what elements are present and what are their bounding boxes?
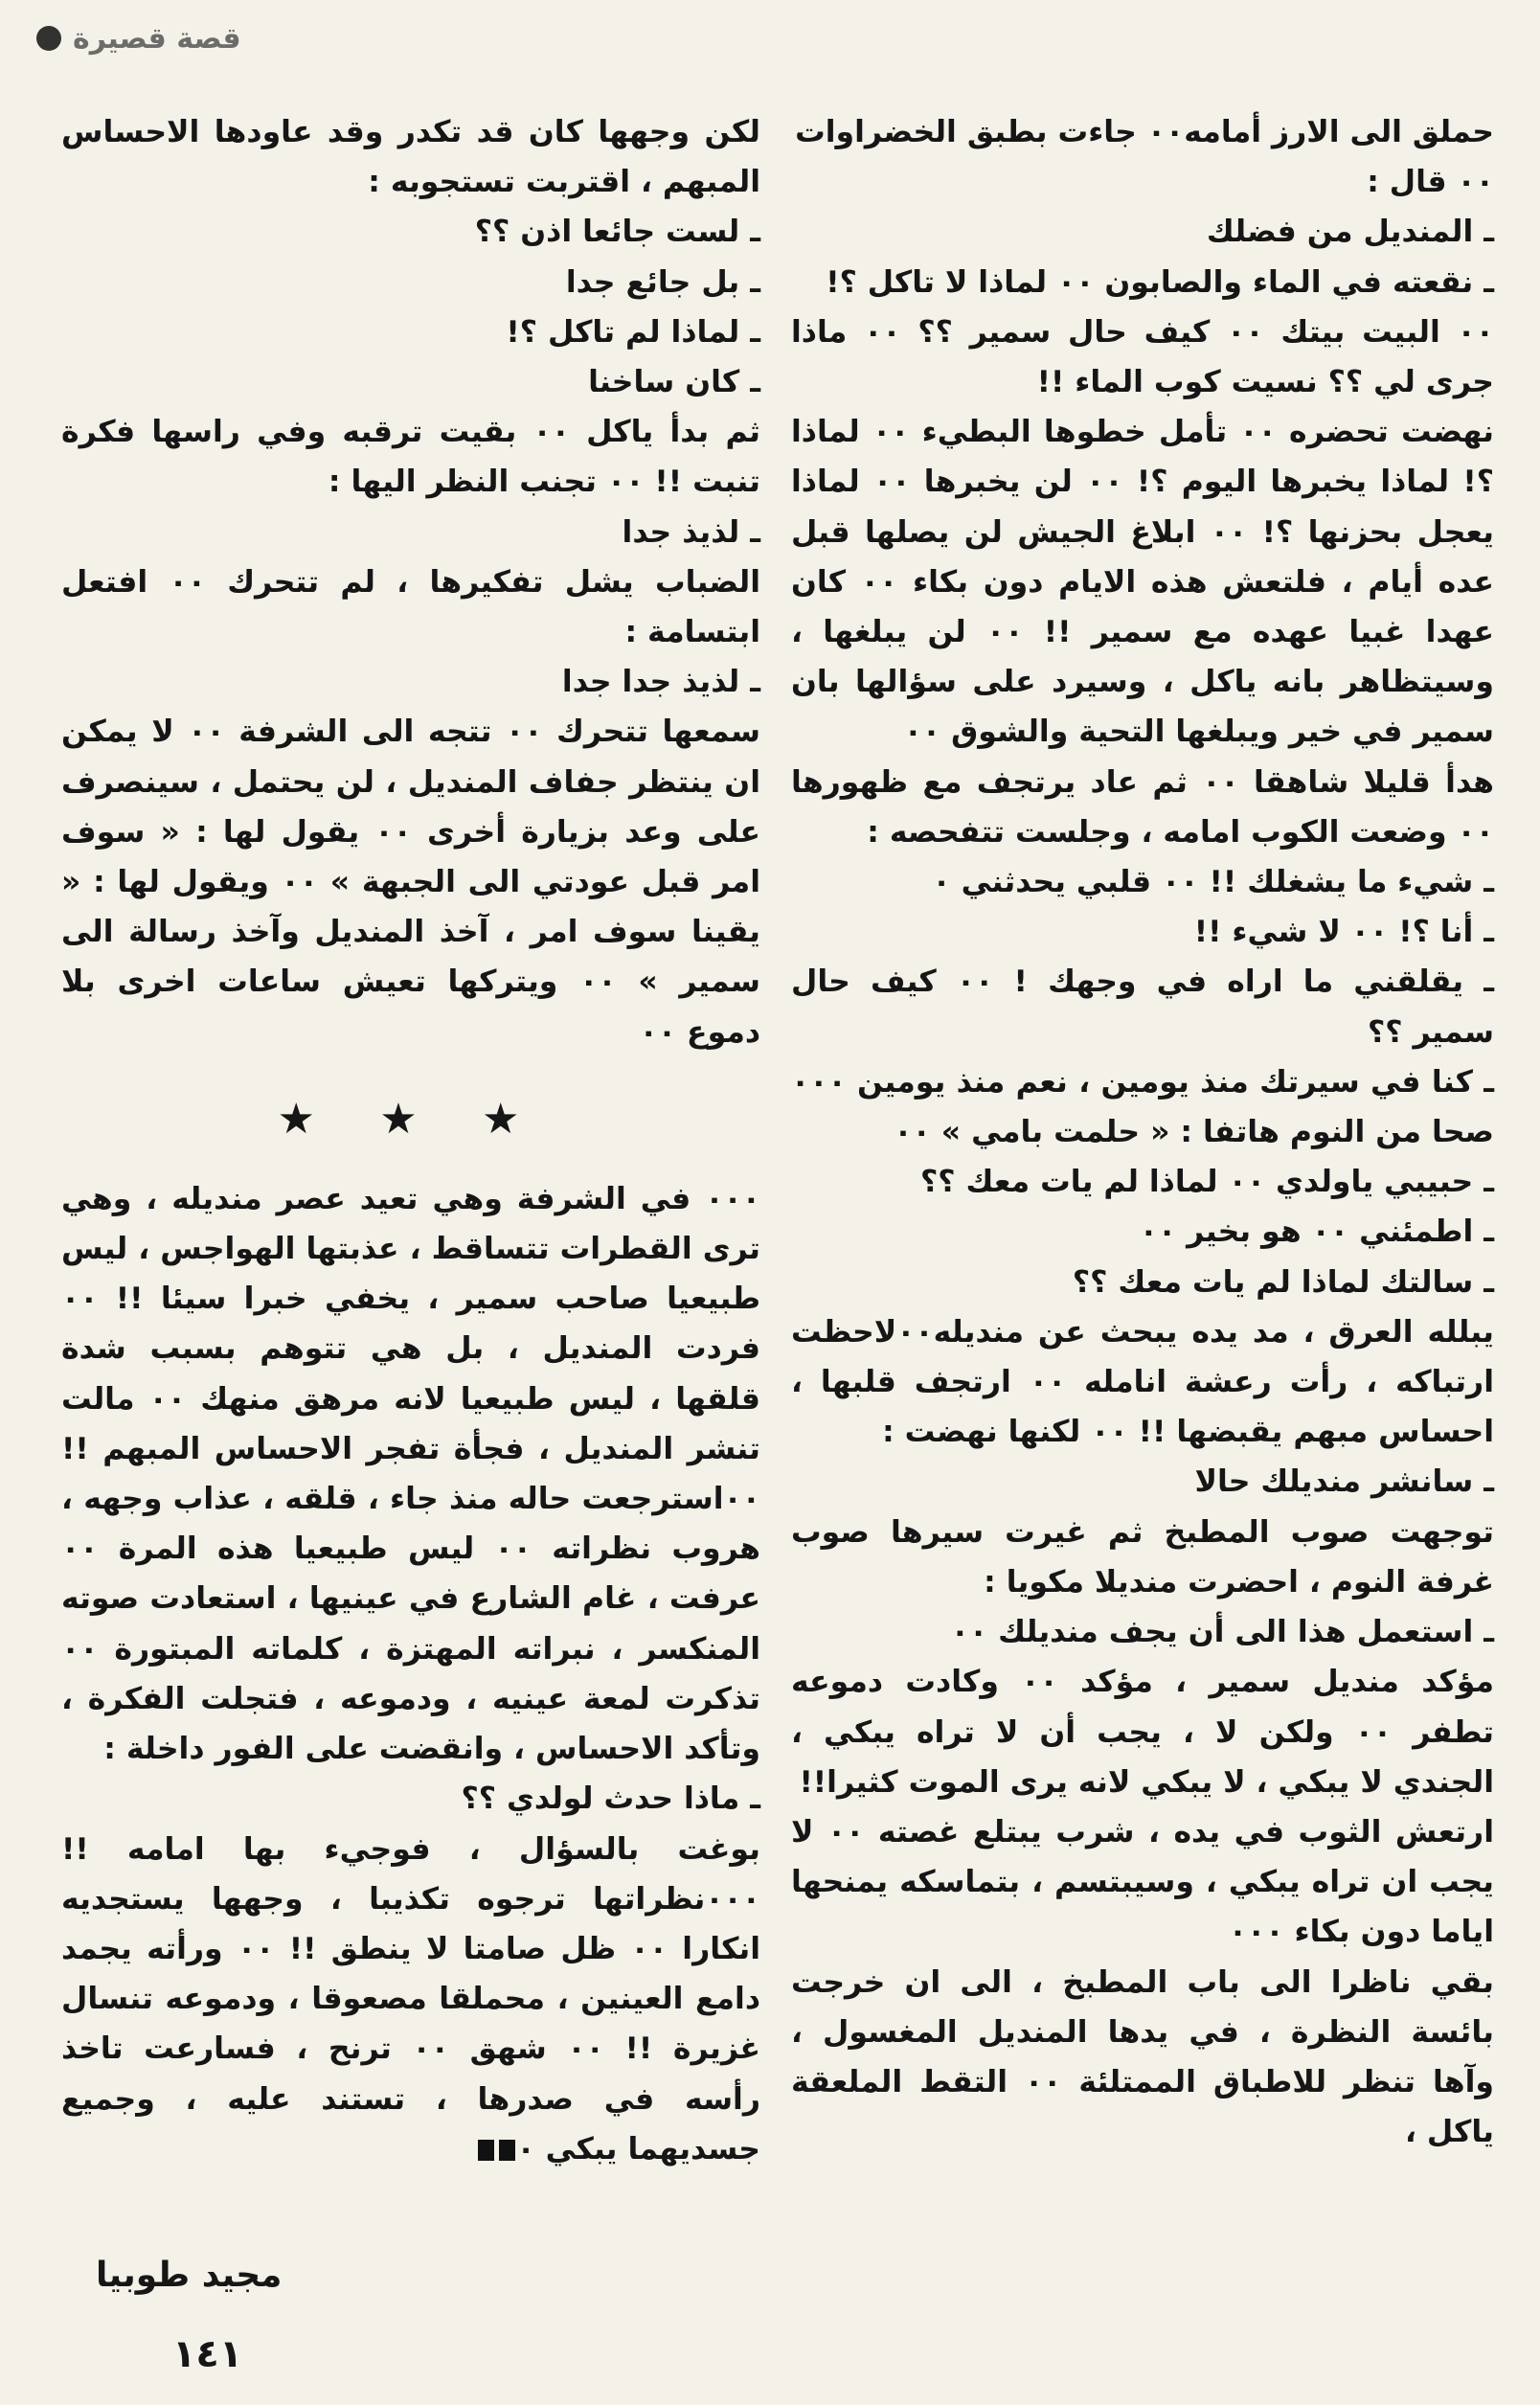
paragraph: توجهت صوب المطبخ ثم غيرت سيرها صوب غرفة النوم ، احضرت منديلا مكويا : [791,1514,1494,1600]
dialogue-line: ـ حبيبي ياولدي ٠٠ لماذا لم يات معك ؟؟ [920,1165,1494,1200]
paragraph: ثم بدأ ياكل ٠٠ بقيت ترقبه وفي راسها فكرة تنبت !! ٠٠ تجنب النظر اليها : [61,415,760,500]
paragraph: مؤكد منديل سمير ، مؤكد ٠٠ وكادت دموعه تطفر ٠٠ ولكن لا ، يجب أن لا تراه يبكي ، الجندي لا يبكي ، لا يبكي لانه يرى الموت كثيرا!! [791,1665,1494,1800]
paragraph: ارتعش الثوب في يده ، شرب يبتلع غصته ٠٠ لا يجب ان تراه يبكي ، وسيبتسم ، بتماسكه يمنحها اياما دون بكاء ٠٠٠ [791,1814,1494,1950]
paragraph: ٠٠ البيت بيتك ٠٠ كيف حال سمير ؟؟ ٠٠ ماذا جرى لي ؟؟ نسيت كوب الماء !! [791,314,1494,400]
dialogue-line: ـ يقلقني ما اراه في وجهك ! ٠٠ كيف حال سمير ؟؟ [791,964,1494,1050]
dialogue-line: ـ لذيذ جدا [622,514,760,550]
dialogue-line: ـ لست جائعا اذن ؟؟ [474,215,760,250]
paragraph: الضباب يشل تفكيرها ، لم تتحرك ٠٠ افتعل ابتسامة : [61,564,760,650]
dialogue-line: ـ بل جائع جدا [565,264,760,300]
dialogue-line: ـ سالتك لماذا لم يات معك ؟؟ [1072,1264,1494,1300]
paragraph: بقي ناظرا الى باب المطبخ ، الى ان خرجت بائسة النظرة ، في يدها المنديل المغسول ، وآها تنظر للاطباق الممتلئة ٠٠ التقط الملعقة ياكل ، [791,1964,1494,2150]
dialogue-line: ـ سانشر منديلك حالا [1194,1464,1494,1500]
section-header [36,17,241,59]
paragraph: هدأ قليلا شاهقا ٠٠ ثم عاد يرتجف مع ظهورها ٠٠ وضعت الكوب امامه ، وجلست تتفحصه : [791,764,1494,850]
dialogue-line: ـ كنا في سيرتك منذ يومين ، نعم منذ يومين ٠٠٠ صحا من النوم هاتفا : « حلمت بامي » ٠٠ [791,1064,1494,1150]
dialogue-line: ـ استعمل هذا الى أن يجف منديلك ٠٠ [950,1615,1494,1650]
dialogue-line: ـ كان ساخنا [588,365,760,400]
dialogue-line: ـ نقعته في الماء والصابون ٠٠ لماذا لا تاكل ؟! [826,264,1494,300]
paragraph: لكن وجهها كان قد تكدر وقد عاودها الاحساس المبهم ، اقتربت تستجوبه : [61,115,760,200]
paragraph [61,1825,760,2174]
paragraph: نهضت تحضره ٠٠ تأمل خطوها البطيء ٠٠ لماذا ؟! لماذا يخبرها اليوم ؟! ٠٠ لن يخبرها ٠٠ لماذا يعجل بحزنها ؟! ٠٠ ابلاغ الجيش لن يصلها قبل عده أيام ، فلتعش هذه الايام دون بكاء ٠٠ كان عهدا غبيا عهده مع سمير !! ٠٠ لن يبلغها ، وسيتظاهر بانه ياكل ، وسيرد على سؤالها بان سمير في خير ويبلغها التحية والشوق ٠٠ [791,415,1494,750]
paragraph: حملق الى الارز أمامه٠٠ جاءت بطبق الخضراوات [795,115,1494,149]
right-column [791,107,1494,2157]
dialogue-line: ـ لماذا لم تاكل ؟! [506,314,760,350]
bullet-dot-icon [36,26,61,51]
dialogue-line: ـ ماذا حدث لولدي ؟؟ [461,1781,760,1817]
end-of-story-mark-icon [478,2140,516,2161]
paragraph: سمعها تتحرك ٠٠ تتجه الى الشرفة ٠٠ لا يمكن ان ينتظر جفاف المنديل ، لن يحتمل ، سينصرف على وعد بزيارة أخرى ٠٠ يقول لها : « سوف امر قبل عودتي الى الجبهة » ٠٠ ويقول لها : « يقينا سوف امر ، آخذ المنديل وآخذ رسالة الى سمير » ٠٠ ويتركها تعيش ساعات اخرى بلا دموع ٠٠ [61,715,760,1050]
dialogue-line: ـ اطمئني ٠٠ هو بخير ٠٠ [1139,1214,1494,1250]
author-name: مجيد طوبيا [96,2256,283,2295]
page-number: ١٤١ [172,2332,243,2376]
left-column [61,107,760,2174]
paragraph: يبلله العرق ، مد يده يبحث عن منديله٠٠لاحظت ارتباكه ، رأت رعشة انامله ٠٠ ارتجف قلبها ، احساس مبهم يقبضها !! ٠٠ لكنها نهضت : [791,1314,1494,1450]
paragraph: ٠٠٠ في الشرفة وهي تعيد عصر منديله ، وهي ترى القطرات تتساقط ، عذبتها الهواجس ، ليس طبيعيا صاحب سمير ، يخفي خبرا سيئا !! ٠٠ فردت المنديل ، بل هي تتوهم بسبب شدة قلقها ، ليس طبيعيا لانه مرهق منهك ٠٠ مالت تنشر المنديل ، فجأة تفجر الاحساس المبهم !! ٠٠استرجعت حاله منذ جاء ، قلقه ، عذاب وجهه ، هروب نظراته ٠٠ ليس طبيعيا هذه المرة ٠٠ عرفت ، غام الشارع في عينيها ، استعادت صوته المنكسر ، نبراته المهتزة ، كلماته المبتورة ٠٠ تذكرت لمعة عينيه ، ودموعه ، فتجلت الفكرة ، وتأكد الاحساس ، وانقضت على الفور داخلة : [61,1181,760,1767]
paragraph-text: بوغت بالسؤال ، فوجيء بها امامه !! ٠٠٠نظراتها ترجوه تكذيبا ، وجهها يستجديه انكارا ٠٠ ظل صامتا لا ينطق !! ٠٠ ورأته يجمد دامع العينين ، محملقا مصعوقا ، ودموعه تنسال غزيرة !! ٠٠ شهق ٠٠ ترنح ، فسارعت تاخذ رأسه في صدرها ، تستند عليه ، وجميع جسديهما يبكي ٠ [61,1831,761,2167]
dialogue-line: ـ أنا ؟! ٠٠ لا شيء !! [1193,915,1494,950]
dialogue-line: ـ لذيذ جدا جدا [561,665,760,700]
paragraph: ٠٠ قال : [1367,165,1494,200]
section-break-stars: ★ ★ ★ [277,1094,545,1144]
dialogue-line: ـ المنديل من فضلك [1206,215,1494,250]
section-title: قصة قصيرة [73,21,241,56]
dialogue-line: ـ شيء ما يشغلك !! ٠٠ قلبي يحدثني ٠ [932,865,1494,900]
